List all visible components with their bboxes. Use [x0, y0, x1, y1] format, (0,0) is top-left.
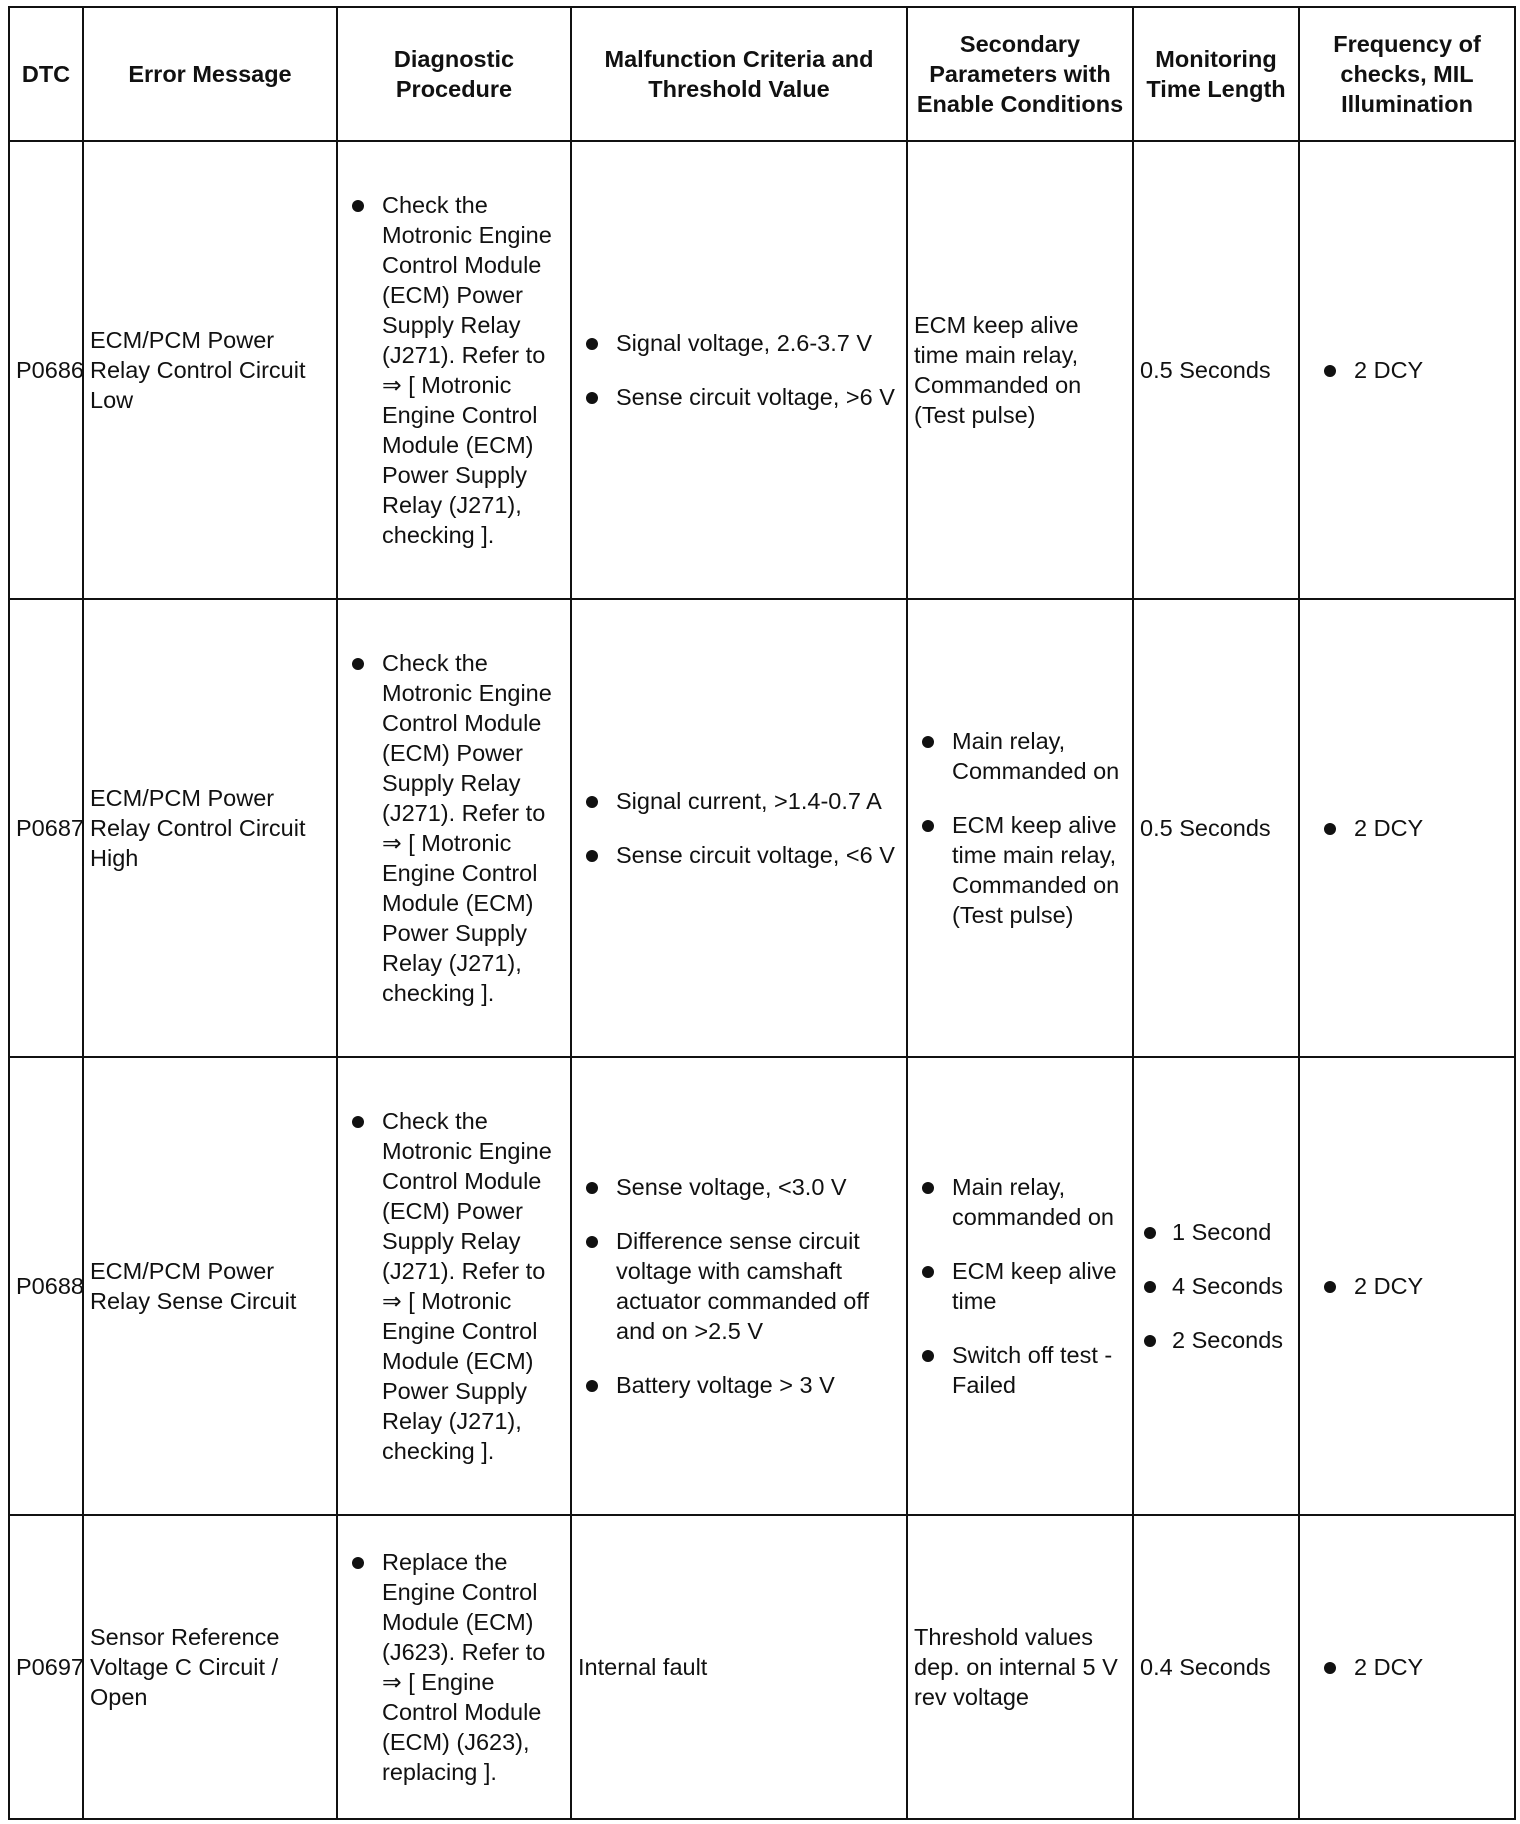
dtc-code: P0687: [9, 599, 83, 1057]
diagnostic-procedure: [337, 141, 571, 599]
secondary-item: ECM keep alive time main relay, Commanded on (Test pulse): [914, 810, 1126, 930]
frequency-item: 2 DCY: [1316, 355, 1508, 385]
table-row: [9, 1515, 1515, 1819]
table-header-row: [9, 7, 1515, 141]
header-error-message: Error Message: [83, 7, 337, 141]
header-monitoring-time: Monitoring Time Length: [1133, 7, 1299, 141]
criteria-item: Signal current, >1.4-0.7 A: [578, 786, 900, 816]
header-malfunction-criteria: Malfunction Criteria and Threshold Value: [571, 7, 907, 141]
procedure-item: Replace the Engine Control Module (ECM) (J623). Refer to ⇒ [ Engine Control Module (ECM) (J623), replacing ].: [344, 1547, 564, 1787]
error-message: ECM/PCM Power Relay Control Circuit High: [83, 599, 337, 1057]
diagnostic-procedure: [337, 1515, 571, 1819]
monitoring-time: [1133, 1057, 1299, 1515]
secondary-parameters: [907, 1057, 1133, 1515]
criteria-item: Sense voltage, <3.0 V: [578, 1172, 900, 1202]
procedure-item: Check the Motronic Engine Control Module (ECM) Power Supply Relay (J271). Refer to ⇒ [ Motronic Engine Control Module (ECM) Power Supply Relay (J271), checking ].: [344, 1106, 564, 1466]
secondary-item: Switch off test - Failed: [914, 1340, 1126, 1400]
frequency: [1299, 1515, 1515, 1819]
table-row: [9, 1057, 1515, 1515]
diagnostic-procedure: [337, 599, 571, 1057]
malfunction-criteria: [571, 599, 907, 1057]
monitoring-time: 0.5 Seconds: [1133, 599, 1299, 1057]
table-row: [9, 599, 1515, 1057]
secondary-parameters: [907, 599, 1133, 1057]
secondary-parameters: Threshold values dep. on internal 5 V rev voltage: [907, 1515, 1133, 1819]
frequency-item: 2 DCY: [1316, 813, 1508, 843]
table-row: [9, 141, 1515, 599]
procedure-item: Check the Motronic Engine Control Module (ECM) Power Supply Relay (J271). Refer to ⇒ [ Motronic Engine Control Module (ECM) Power Supply Relay (J271), checking ].: [344, 190, 564, 550]
criteria-item: Difference sense circuit voltage with camshaft actuator commanded off and on >2.5 V: [578, 1226, 900, 1346]
dtc-code: P0686: [9, 141, 83, 599]
monitoring-item: 2 Seconds: [1140, 1325, 1292, 1355]
monitoring-time: 0.4 Seconds: [1133, 1515, 1299, 1819]
monitoring-item: 4 Seconds: [1140, 1271, 1292, 1301]
frequency: [1299, 1057, 1515, 1515]
frequency-item: 2 DCY: [1316, 1271, 1508, 1301]
monitoring-item: 1 Second: [1140, 1217, 1292, 1247]
dtc-table: [8, 6, 1516, 1820]
dtc-code: P0688: [9, 1057, 83, 1515]
secondary-item: ECM keep alive time: [914, 1256, 1126, 1316]
error-message: ECM/PCM Power Relay Control Circuit Low: [83, 141, 337, 599]
criteria-item: Signal voltage, 2.6-3.7 V: [578, 328, 900, 358]
frequency: [1299, 141, 1515, 599]
secondary-item: Main relay, Commanded on: [914, 726, 1126, 786]
header-secondary-parameters: Secondary Parameters with Enable Conditions: [907, 7, 1133, 141]
error-message: ECM/PCM Power Relay Sense Circuit: [83, 1057, 337, 1515]
diagnostic-procedure: [337, 1057, 571, 1515]
header-dtc: DTC: [9, 7, 83, 141]
malfunction-criteria: [571, 141, 907, 599]
dtc-code: P0697: [9, 1515, 83, 1819]
malfunction-criteria: [571, 1057, 907, 1515]
frequency-item: 2 DCY: [1316, 1652, 1508, 1682]
procedure-item: Check the Motronic Engine Control Module (ECM) Power Supply Relay (J271). Refer to ⇒ [ Motronic Engine Control Module (ECM) Power Supply Relay (J271), checking ].: [344, 648, 564, 1008]
criteria-item: Sense circuit voltage, >6 V: [578, 382, 900, 412]
error-message: Sensor Reference Voltage C Circuit / Open: [83, 1515, 337, 1819]
criteria-item: Battery voltage > 3 V: [578, 1370, 900, 1400]
header-frequency: Frequency of checks, MIL Illumination: [1299, 7, 1515, 141]
malfunction-criteria: Internal fault: [571, 1515, 907, 1819]
criteria-item: Sense circuit voltage, <6 V: [578, 840, 900, 870]
header-diagnostic-procedure: Diagnostic Procedure: [337, 7, 571, 141]
frequency: [1299, 599, 1515, 1057]
secondary-parameters: ECM keep alive time main relay, Commanded on (Test pulse): [907, 141, 1133, 599]
monitoring-time: 0.5 Seconds: [1133, 141, 1299, 599]
secondary-item: Main relay, commanded on: [914, 1172, 1126, 1232]
